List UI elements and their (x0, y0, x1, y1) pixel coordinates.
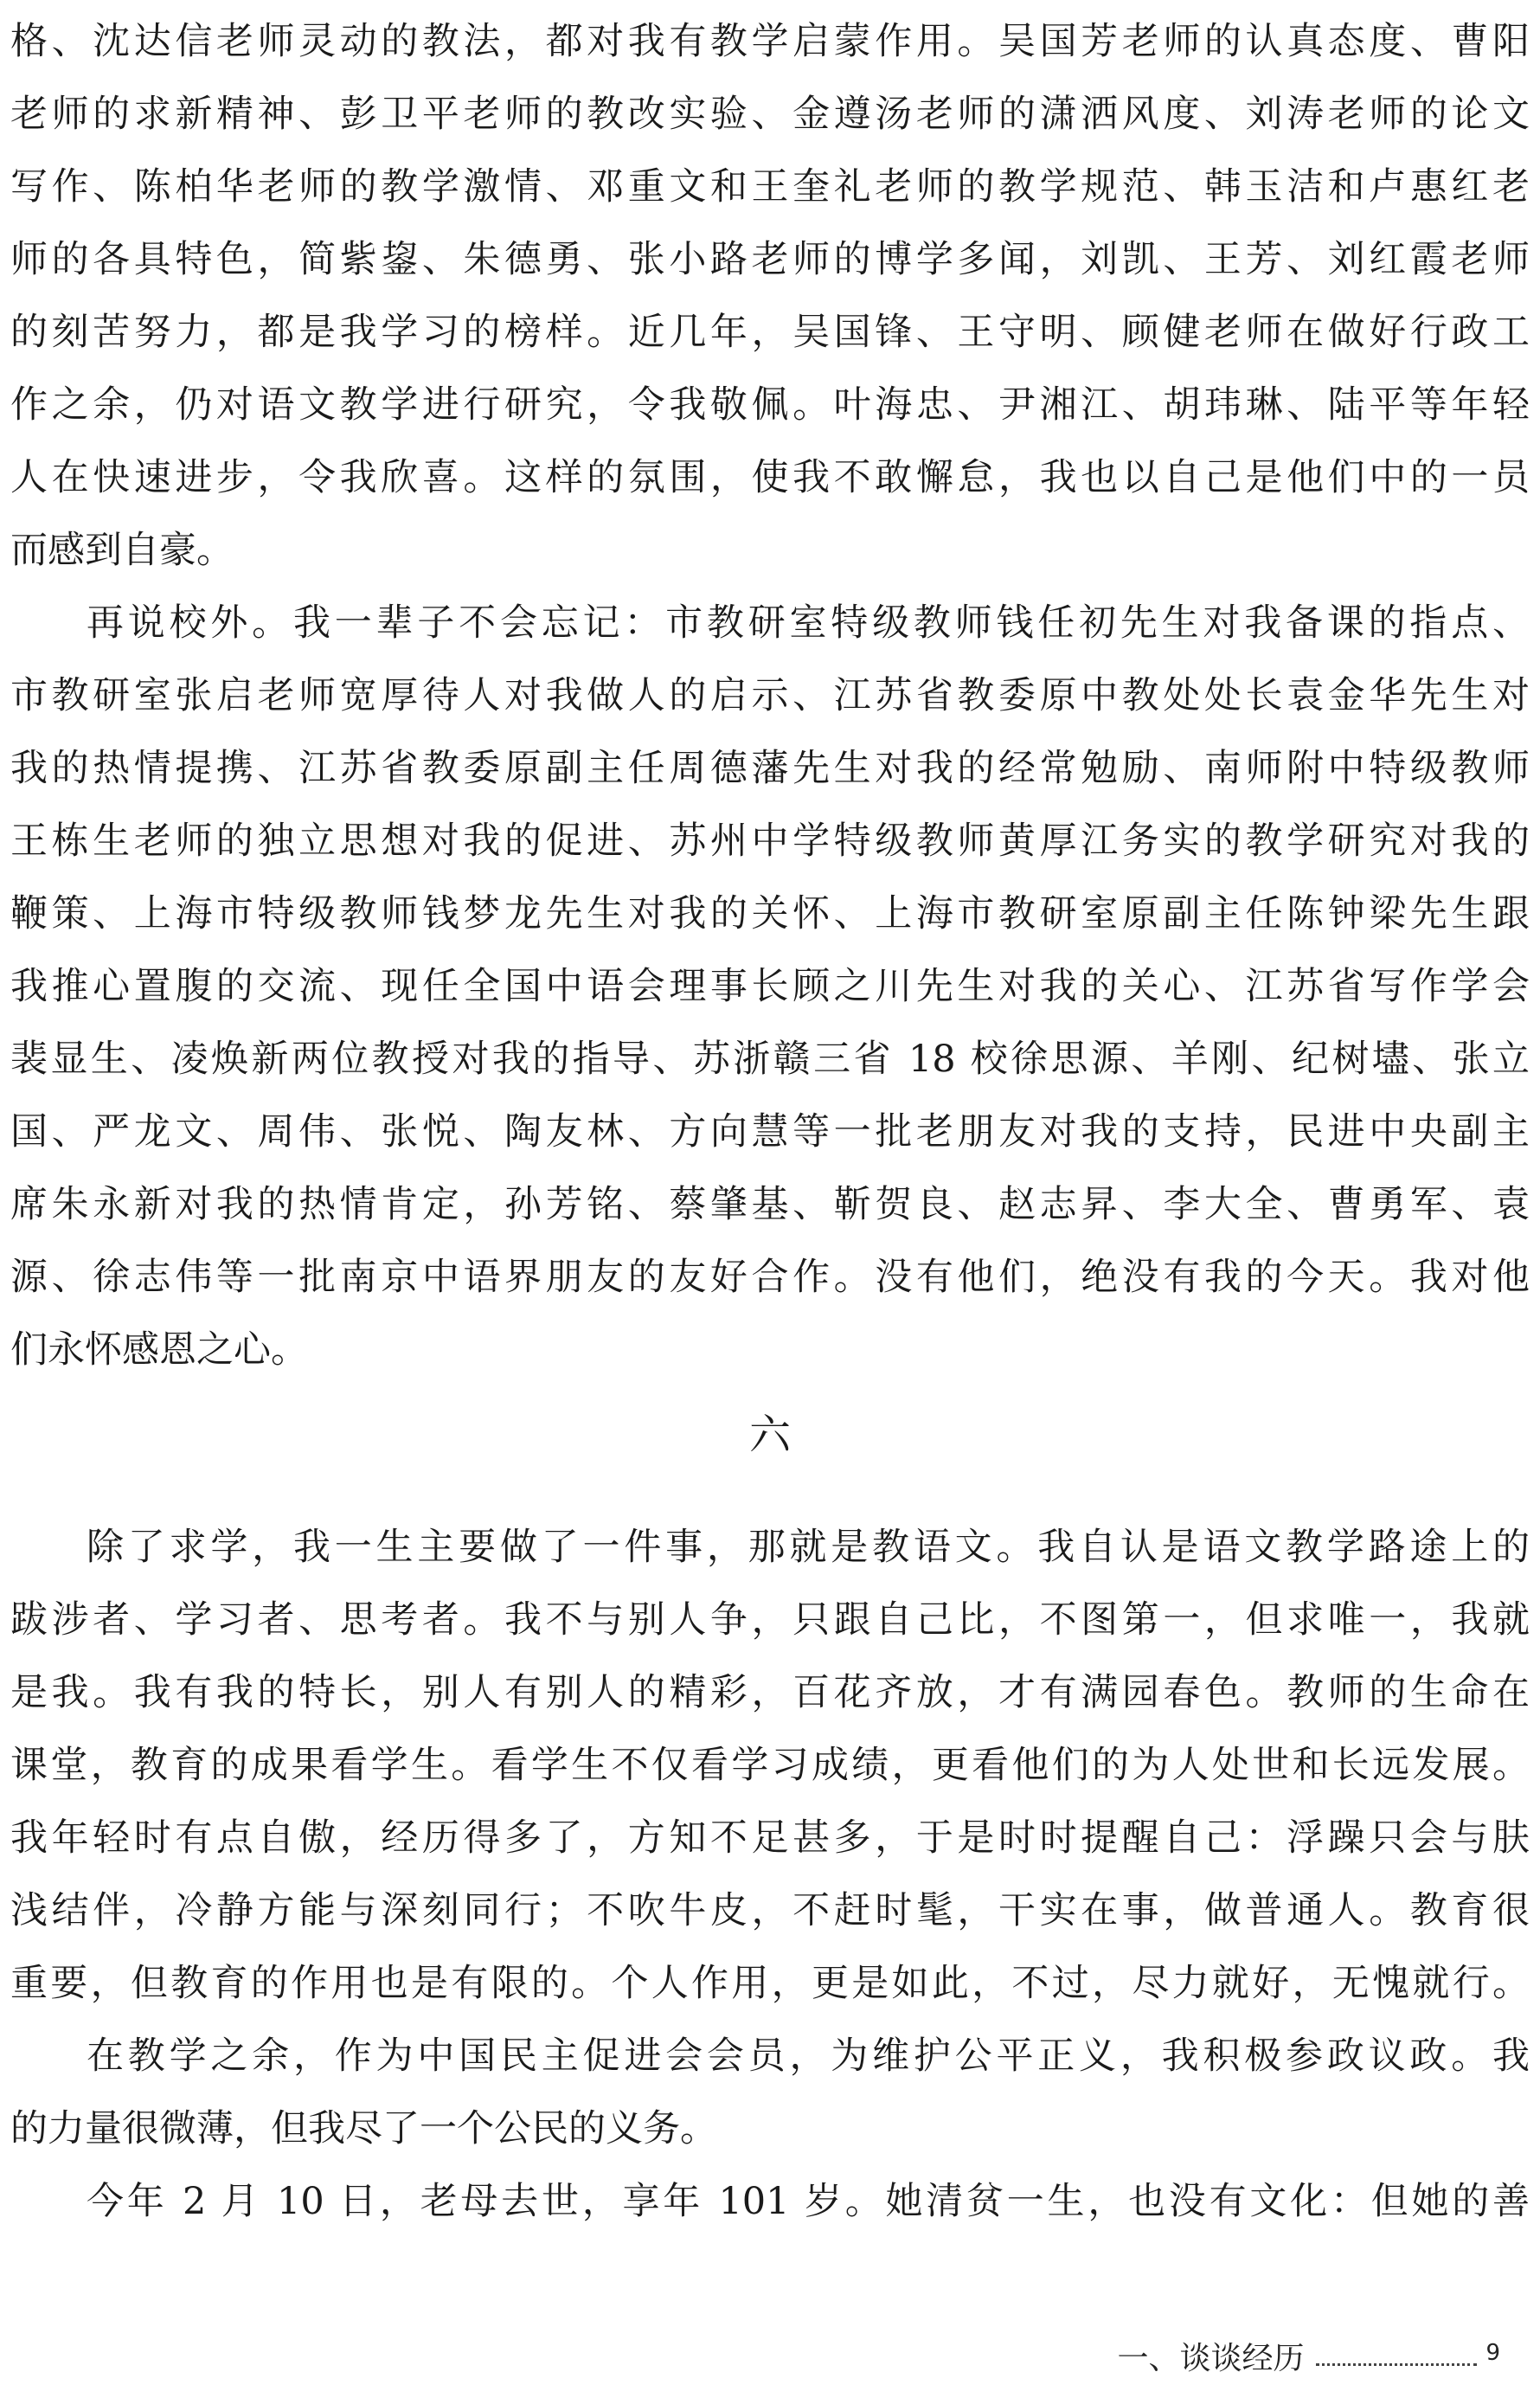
text-line: 浅结伴，冷静方能与深刻同行；不吹牛皮，不赶时髦，干实在事，做普通人。教育很 (10, 1889, 1530, 1932)
text-line: 作之余，仍对语文教学进行研究，令我敬佩。叶海忠、尹湘江、胡玮琳、陆平等年轻 (10, 383, 1530, 427)
text-line: 席朱永新对我的热情肯定，孙芳铭、蔡肇基、靳贺良、赵志昇、李大全、曹勇军、袁 (10, 1183, 1530, 1226)
paragraph-start-line: 除了求学，我一生主要做了一件事，那就是教语文。我自认是语文教学路途上的 (87, 1526, 1530, 1569)
text-line: 我年轻时有点自傲，经历得多了，方知不足甚多，于是时时提醒自己：浮躁只会与肤 (10, 1816, 1530, 1860)
text-line: 老师的求新精神、彭卫平老师的教改实验、金遵汤老师的潇洒风度、刘涛老师的论文 (10, 93, 1530, 136)
text-line: 的力量很微薄，但我尽了一个公民的义务。 (10, 2107, 717, 2150)
text-line: 我的热情提携、江苏省教委原副主任周德藩先生对我的经常勉励、南师附中特级教师 (10, 747, 1530, 790)
text-line: 格、沈达信老师灵动的教法，都对我有教学启蒙作用。吴国芳老师的认真态度、曹阳 (10, 20, 1530, 63)
text-block-top (10, 5, 1530, 1386)
text-block-bottom (10, 1511, 1530, 2238)
paragraph-start-line: 今年 2 月 10 日，老母去世，享年 101 岁。她清贫一生，也没有文化：但她的善 (87, 2180, 1530, 2223)
text-line: 王栋生老师的独立思想对我的促进、苏州中学特级教师黄厚江务实的教学研究对我的 (10, 820, 1530, 863)
text-line: 鞭策、上海市特级教师钱梦龙先生对我的关怀、上海市教研室原副主任陈钟梁先生跟 (10, 892, 1530, 935)
text-line: 裴显生、凌焕新两位教授对我的指导、苏浙赣三省 18 校徐思源、羊刚、纪树壗、张立 (10, 1038, 1530, 1081)
text-line: 我推心置腹的交流、现任全国中语会理事长顾之川先生对我的关心、江苏省写作学会 (10, 965, 1530, 1008)
text-line: 课堂，教育的成果看学生。看学生不仅看学习成绩，更看他们的为人处世和长远发展。 (10, 1744, 1530, 1787)
section-heading: 六 (748, 1411, 791, 1459)
text-line: 源、徐志伟等一批南京中语界朋友的友好合作。没有他们，绝没有我的今天。我对他 (10, 1256, 1530, 1299)
text-line: 市教研室张启老师宽厚待人对我做人的启示、江苏省教委原中教处处长袁金华先生对 (10, 674, 1530, 717)
text-line: 们永怀感恩之心。 (10, 1328, 308, 1372)
leader-dots (1316, 2363, 1477, 2366)
text-line: 是我。我有我的特长，别人有别人的精彩，百花齐放，才有满园春色。教师的生命在 (10, 1671, 1530, 1714)
text-line: 人在快速进步，令我欣喜。这样的氛围，使我不敢懈怠，我也以自己是他们中的一员 (10, 456, 1530, 499)
chapter-title: 一、谈谈经历 (1117, 2341, 1305, 2376)
text-line: 师的各具特色，简紫鋆、朱德勇、张小路老师的博学多闻，刘凯、王芳、刘红霞老师 (10, 238, 1530, 281)
text-line: 而感到自豪。 (10, 529, 234, 572)
text-line: 跋涉者、学习者、思考者。我不与别人争，只跟自己比，不图第一，但求唯一，我就 (10, 1598, 1530, 1642)
page-number: 9 (1485, 2339, 1500, 2366)
text-line: 国、严龙文、周伟、张悦、陶友林、方向慧等一批老朋友对我的支持，民进中央副主 (10, 1110, 1530, 1154)
page-footer (1117, 2334, 1500, 2378)
text-line: 写作、陈柏华老师的教学激情、邓重文和王奎礼老师的教学规范、韩玉洁和卢惠红老 (10, 165, 1530, 209)
paragraph-start-line: 在教学之余，作为中国民主促进会会员，为维护公平正义，我积极参政议政。我 (87, 2034, 1530, 2078)
text-line: 的刻苦努力，都是我学习的榜样。近几年，吴国锋、王守明、顾健老师在做好行政工 (10, 311, 1530, 354)
paragraph-start-line: 再说校外。我一辈子不会忘记：市教研室特级教师钱任初先生对我备课的指点、 (87, 601, 1530, 645)
text-line: 重要，但教育的作用也是有限的。个人作用，更是如此，不过，尽力就好，无愧就行。 (10, 1962, 1530, 2005)
